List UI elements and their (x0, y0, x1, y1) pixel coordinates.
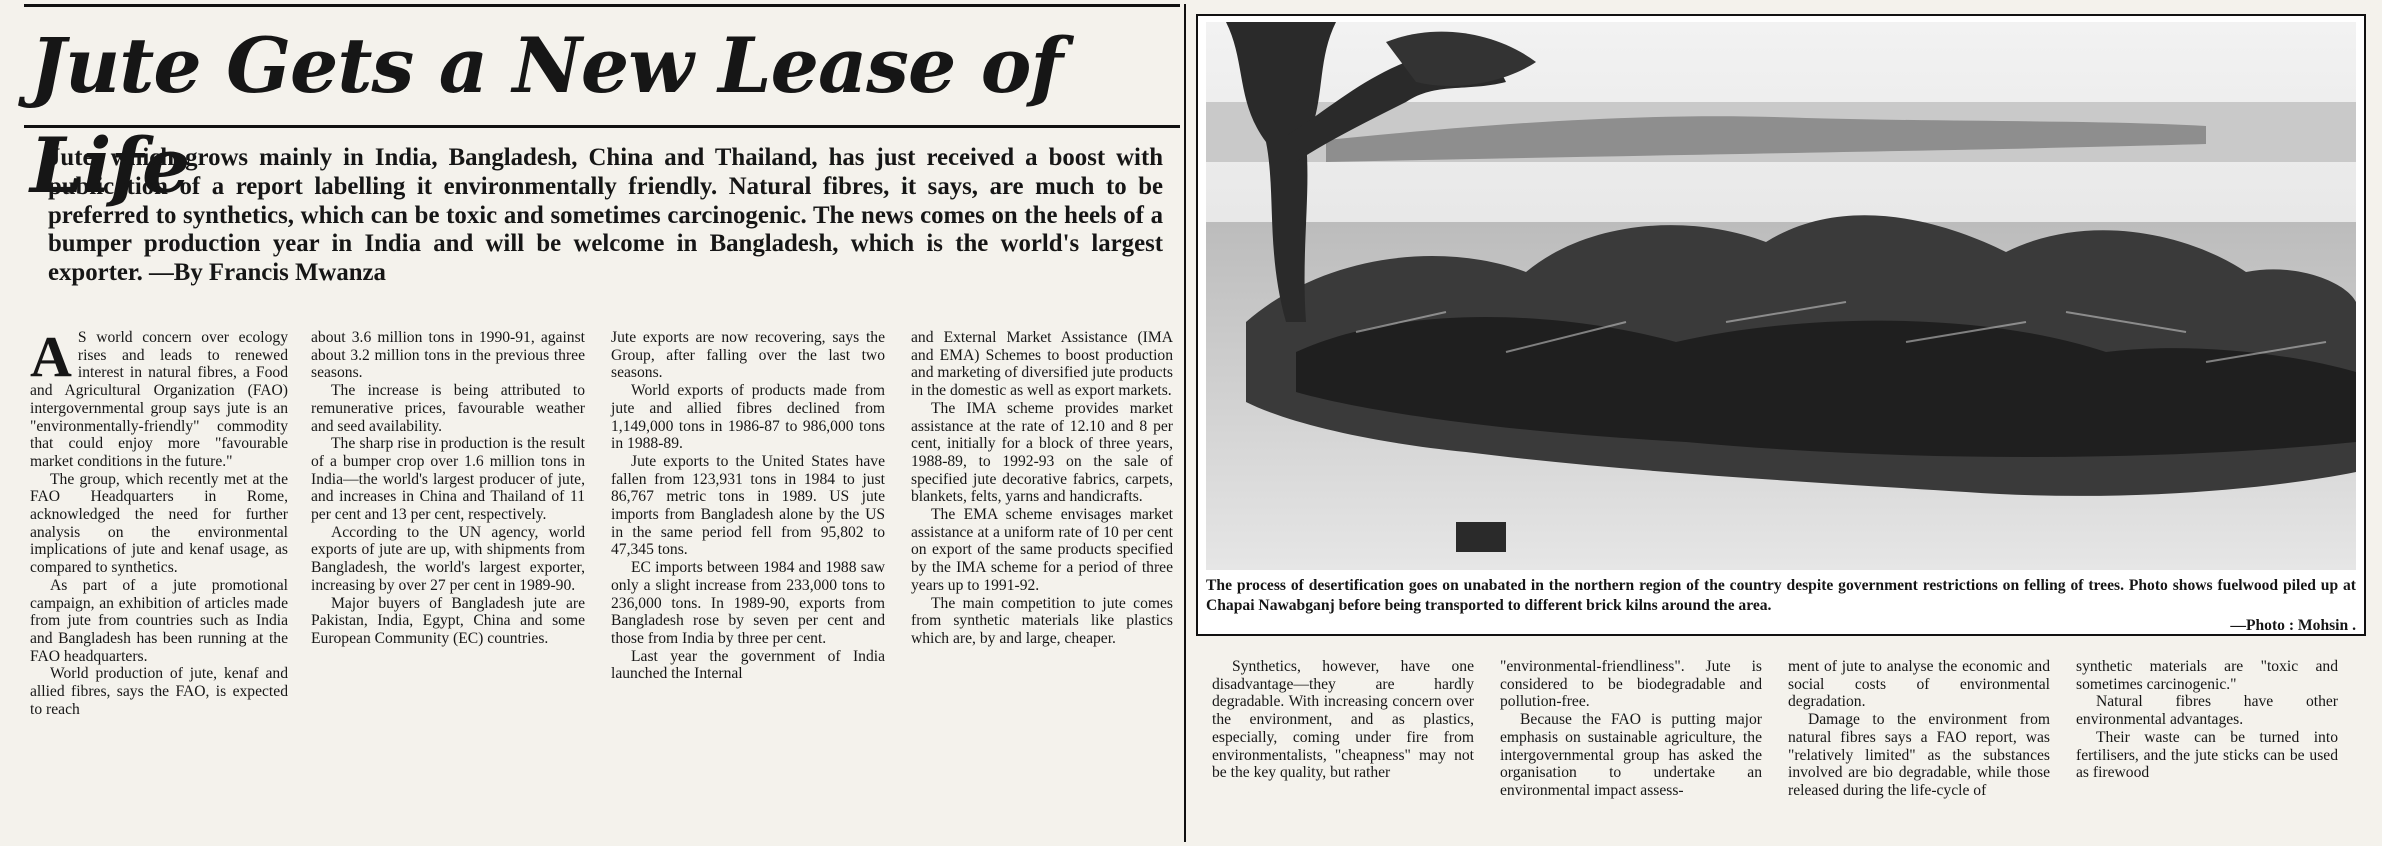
column-divider (1184, 4, 1186, 842)
paragraph: Natural fibres have other environmental advantages. (2076, 693, 2338, 729)
paragraph: The group, which recently met at the FAO Headquarters in Rome, acknowledged the need for further analysis on the environmental implications of jute and kenaf usage, as compared to synthetics. (30, 470, 288, 577)
paragraph: World production of jute, kenaf and allied fibres, says the FAO, is expected to reach (30, 665, 288, 718)
article-column-3 (611, 329, 885, 683)
paragraph: As part of a jute promotional campaign, an exhibition of articles made from jute from countries such as India and Bangladesh has been running at the FAO headquarters. (30, 576, 288, 665)
paragraph: Synthetics, however, have one disadvantage—they are hardly degradable. With increasing concern over the environment, and as plastics, especially, coming under fire from environmentalists, "cheapness" may not be the key quality, but rather (1212, 658, 1474, 782)
article-column-4 (911, 329, 1173, 648)
paragraph: Because the FAO is putting major emphasis on sustainable agriculture, the intergovernmental group has asked the organisation to undertake an environmental impact assess- (1500, 711, 1762, 799)
paragraph: Damage to the environment from natural fibres says a FAO report, was "relatively limited" as the substances involved are bio degradable, while those released during the life-cycle of (1788, 711, 2050, 799)
paragraph: EC imports between 1984 and 1988 saw only a slight increase from 233,000 tons to 236,000 tons. In 1989-90, exports from Bangladesh rose by seven per cent and those from India by three per cent. (611, 559, 885, 647)
paragraph: The main competition to jute comes from synthetic materials like plastics which are, by and large, cheaper. (911, 594, 1173, 647)
headline: Jute Gets a New Lease of Life (30, 21, 1063, 210)
paragraph: Last year the government of India launched the Internal (611, 647, 885, 683)
article-column-5 (1212, 658, 1474, 782)
article-column-2 (311, 329, 585, 648)
paragraph: World exports of products made from jute and allied fibres declined from 1,149,000 tons in 1986-87 to 986,000 tons in 1988-89. (611, 382, 885, 453)
article-column-7 (1788, 658, 2050, 800)
caption-text: The process of desertification goes on unabated in the northern region of the country despite government restrictions on felling of trees. Photo shows fuelwood piled up at Chapai Nawabganj before being transported to different brick kilns around the area. (1206, 577, 2356, 614)
photo-frame (1196, 14, 2366, 636)
paragraph: ment of jute to analyse the economic and social costs of environmental degradation. (1788, 658, 2050, 711)
paragraph: The increase is being attributed to remunerative prices, favourable weather and seed availability. (311, 382, 585, 435)
photo-fuelwood-piles (1206, 22, 2356, 570)
article-column-1 (30, 324, 288, 718)
top-rule-left (24, 4, 1180, 7)
paragraph: Jute exports to the United States have fallen from 123,931 tons in 1984 to just 86,767 metric tons in 1989. US jute imports from Bangladesh alone by the US in the same period fell from 95,802 to 47,345 tons. (611, 452, 885, 559)
paragraph: The sharp rise in production is the result of a bumper crop over 1.6 million tons in India—the world's largest producer of jute, and increases in China and Thailand of 11 per cent and 13 per cent, respectively. (311, 435, 585, 524)
standfirst: Jute, which grows mainly in India, Bangladesh, China and Thailand, has just received a boost with publication of a report labelling it environmentally friendly. Natural fibres, it says, are much to be preferred to synthetics, which can be toxic and sometimes carcinogenic. The news comes on the heels of a bumper production year in India and will be welcome in Bangladesh, which is the world's largest exporter. —By Francis Mwanza (48, 144, 1163, 287)
paragraph: synthetic materials are "toxic and sometimes carcinogenic." (2076, 658, 2338, 693)
paragraph: "environmental-friendliness". Jute is considered to be biodegradable and pollution-free. (1500, 658, 1762, 711)
paragraph: The EMA scheme envisages market assistance at a uniform rate of 10 per cent on export of the same products specified by the IMA scheme for a period of three years up to 1991-92. (911, 506, 1173, 594)
paragraph: Their waste can be turned into fertilisers, and the jute sticks can be used as firewood (2076, 728, 2338, 782)
paragraph: Jute exports are now recovering, says the Group, after falling over the last two seasons. (611, 329, 885, 382)
paragraph: The IMA scheme provides market assistance at the rate of 12.10 and 8 per cent, initially for a block of three years, 1988-89, to 1992-93 on the sale of specified jute decorative fabrics, carpets, blankets, felts, yarns and handicrafts. (911, 399, 1173, 506)
article-column-8 (2076, 658, 2338, 782)
photo-credit: —Photo : Mohsin . (2230, 617, 2356, 634)
paragraph: about 3.6 million tons in 1990-91, against about 3.2 million tons in the previous three seasons. (311, 329, 585, 382)
article-column-6 (1500, 658, 1762, 800)
drop-cap: A (30, 324, 72, 389)
paragraph: S world concern over ecology rises and leads to renewed interest in natural fibres, a Food and Agricultural Organization (FAO) intergovernmental group says jute is an "environmentally-friendly" commodity that could enjoy more "favourable market conditions in the future." (30, 329, 288, 470)
paragraph: Major buyers of Bangladesh jute are Pakistan, India, Egypt, China and some European Community (EC) countries. (311, 594, 585, 647)
photo-caption (1206, 576, 2356, 636)
paragraph: and External Market Assistance (IMA and EMA) Schemes to boost production and marketing of diversified jute products in the domestic as well as export markets. (911, 329, 1173, 400)
paragraph: According to the UN agency, world exports of jute are up, with shipments from Bangladesh, the world's largest exporter, increasing by over 27 per cent in 1989-90. (311, 523, 585, 594)
